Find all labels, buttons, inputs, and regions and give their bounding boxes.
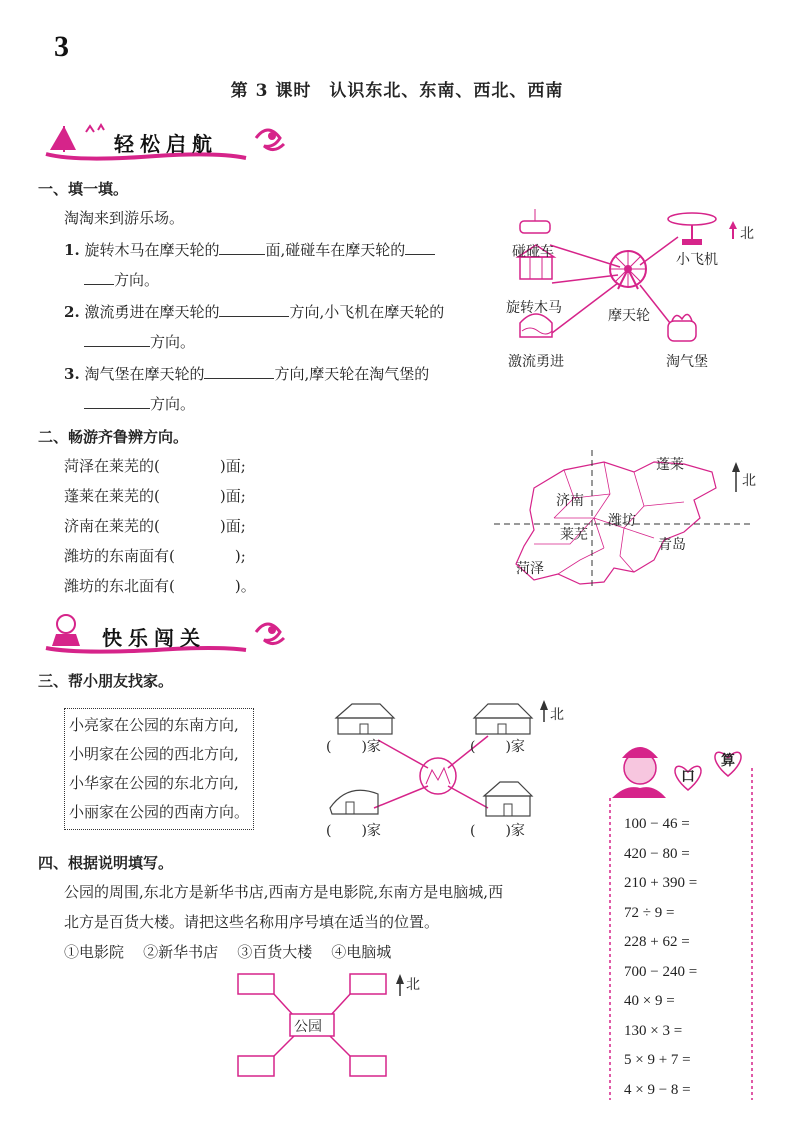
paren-open: ( — [470, 823, 476, 839]
section-heading: 一、填一填。 — [38, 180, 129, 198]
banner-happy-challenge — [36, 610, 296, 654]
house-icon — [484, 782, 532, 816]
fill-row — [64, 516, 246, 536]
airplane-label: 小飞机 — [676, 252, 718, 268]
question-1-line-1: 1. 旋转木马在摩天轮的 面,碰碰车在摩天轮的 — [64, 240, 435, 260]
question-2-line-2 — [84, 332, 195, 352]
question-text: 方向。 — [150, 333, 196, 351]
north-label: 北 — [550, 707, 564, 723]
calc-item: 420 − 80 = — [624, 845, 690, 862]
bumper-car-label: 碰碰车 — [512, 244, 554, 260]
log-flume-label: 激流勇进 — [508, 354, 564, 370]
paren-close: )家 — [361, 739, 381, 755]
clue-line: 小丽家在公园的西南方向。 — [69, 803, 250, 821]
clues-box — [64, 708, 254, 830]
panel-title-b: 算 — [721, 753, 735, 769]
north-label: 北 — [406, 977, 420, 993]
question-text: 激流勇进在摩天轮的 — [84, 303, 220, 321]
row-text: )面; — [219, 457, 246, 475]
row-text: )。 — [234, 577, 256, 595]
question-1-line-2 — [84, 270, 159, 290]
answer-blank[interactable] — [84, 394, 150, 409]
option-item: ②新华书店 — [143, 943, 219, 961]
log-flume-icon — [520, 314, 552, 337]
shandong-map — [494, 448, 774, 588]
clue-line: 小亮家在公园的东南方向, — [69, 716, 239, 734]
fill-row — [64, 546, 246, 566]
paren-close: )家 — [505, 739, 525, 755]
lesson-title: 第 3 课时 认识东北、东南、西北、西南 — [230, 81, 564, 101]
question-text: 方向。 — [150, 395, 196, 413]
row-text: 蓬莱在莱芜的( — [64, 487, 160, 505]
row-text: )面; — [219, 517, 246, 535]
direction-lines — [232, 970, 432, 1080]
north-arrow-icon — [729, 221, 737, 239]
option-item: ③百货大楼 — [237, 943, 313, 961]
answer-box[interactable] — [238, 1056, 274, 1076]
ferris-wheel-icon — [610, 251, 646, 289]
banner-relaxed-start — [36, 118, 296, 162]
answer-blank[interactable] — [219, 240, 265, 255]
description-line: 公园的周围,东北方是新华书店,西南方是电影院,东南方是电脑城,西 — [64, 883, 504, 901]
fill-row — [64, 576, 256, 596]
question-number: 2 — [64, 303, 75, 321]
description-line: 北方是百货大楼。请把这些名称用序号填在适当的位置。 — [64, 913, 440, 931]
bumper-car-icon — [520, 209, 550, 233]
girl-cartoon-icon — [612, 747, 666, 798]
calc-item: 210 + 390 = — [624, 875, 698, 891]
north-label: 北 — [742, 473, 756, 489]
section-heading: 二、畅游齐鲁辨方向。 — [38, 428, 189, 446]
north-label: 北 — [740, 226, 754, 242]
fill-row — [64, 456, 246, 476]
paren-open: ( — [326, 823, 332, 839]
mental-math-panel — [606, 728, 756, 1102]
calc-item: 72 ÷ 9 = — [624, 904, 675, 921]
question-text: 方向。 — [114, 271, 160, 289]
calc-item: 100 − 46 = — [624, 816, 690, 832]
house-answer[interactable] — [470, 736, 525, 756]
city-penglai: 蓬莱 — [656, 457, 684, 473]
banner-title: 轻松启航 — [114, 132, 218, 156]
calc-item: 228 + 62 = — [624, 934, 690, 950]
house-icon — [330, 790, 378, 814]
section-heading: 三、帮小朋友找家。 — [38, 672, 174, 690]
options-line — [64, 942, 391, 962]
option-item: ④电脑城 — [331, 943, 392, 961]
city-jinan: 济南 — [556, 493, 584, 509]
north-arrow-icon — [396, 974, 404, 996]
ferris-wheel-label: 摩天轮 — [608, 308, 650, 324]
calc-item: 130 × 3 = — [624, 1022, 683, 1039]
page-number: 3 — [54, 30, 69, 63]
intro-text: 淘淘来到游乐场。 — [64, 209, 185, 227]
city-weifang: 潍坊 — [608, 513, 636, 529]
panel-title-a: 口 — [681, 769, 695, 785]
answer-box[interactable] — [350, 1056, 386, 1076]
amusement-park-diagram — [500, 205, 770, 375]
answer-blank[interactable] — [219, 302, 289, 317]
answer-blank[interactable] — [84, 270, 114, 285]
park-icon — [420, 758, 456, 794]
city-qingdao: 青岛 — [658, 537, 686, 553]
clue-line: 小华家在公园的东北方向, — [69, 774, 239, 792]
paren-open: ( — [326, 739, 332, 755]
question-text: 方向,摩天轮在淘气堡的 — [274, 365, 430, 383]
calc-item: 5 × 9 + 7 = — [624, 1052, 691, 1068]
park-lines — [500, 205, 770, 375]
paren-open: ( — [470, 739, 476, 755]
row-text: )面; — [219, 487, 246, 505]
section-heading: 四、根据说明填写。 — [38, 854, 174, 872]
question-text: 淘气堡在摩天轮的 — [84, 365, 205, 383]
answer-blank[interactable] — [204, 364, 274, 379]
question-text: 旋转木马在摩天轮的 — [84, 241, 220, 259]
question-number: 1 — [64, 241, 75, 259]
north-arrow-icon — [540, 700, 548, 722]
answer-box[interactable] — [350, 974, 386, 994]
calc-item: 4 × 9 − 8 = — [624, 1081, 691, 1098]
house-answer[interactable] — [326, 820, 381, 840]
house-answer[interactable] — [470, 820, 525, 840]
row-text: 潍坊的东南面有( — [64, 547, 175, 565]
house-icon — [474, 704, 532, 734]
calc-item: 700 − 240 = — [624, 963, 698, 980]
airplane-ride-icon — [668, 213, 716, 245]
answer-box[interactable] — [238, 974, 274, 994]
question-text: 方向,小飞机在摩天轮的 — [289, 303, 445, 321]
city-heze: 菏泽 — [516, 561, 544, 577]
question-3-line-1: 3. 淘气堡在摩天轮的 方向,摩天轮在淘气堡的 — [64, 365, 430, 383]
carousel-label: 旋转木马 — [506, 300, 562, 316]
city-laiwu: 莱芜 — [560, 527, 588, 543]
question-text: 面,碰碰车在摩天轮的 — [265, 241, 406, 259]
answer-blank[interactable] — [84, 332, 150, 347]
fill-row — [64, 486, 246, 506]
row-text: ); — [234, 547, 246, 565]
play-castle-label: 淘气堡 — [666, 354, 708, 370]
question-3-line-2 — [84, 394, 195, 414]
answer-blank[interactable] — [405, 240, 435, 255]
direction-diagram — [232, 970, 432, 1080]
option-item: ①电影院 — [64, 943, 125, 961]
row-text: 潍坊的东北面有( — [64, 577, 175, 595]
paren-close: )家 — [361, 823, 381, 839]
house-answer[interactable] — [326, 736, 381, 756]
paren-close: )家 — [505, 823, 525, 839]
row-text: 菏泽在莱芜的( — [64, 457, 160, 475]
play-castle-icon — [668, 314, 696, 341]
house-icon — [336, 704, 394, 734]
houses-diagram — [318, 696, 598, 846]
row-text: 济南在莱芜的( — [64, 517, 160, 535]
north-arrow-icon — [732, 462, 740, 492]
clue-line: 小明家在公园的西北方向, — [69, 745, 239, 763]
park-center-label: 公园 — [294, 1019, 322, 1035]
calc-item: 40 × 9 = — [624, 993, 675, 1009]
question-number: 3 — [64, 365, 75, 383]
question-2-line-1: 2. 激流勇进在摩天轮的 方向,小飞机在摩天轮的 — [64, 303, 445, 321]
calc-list — [624, 816, 697, 1111]
banner-title: 快乐闯关 — [102, 626, 206, 650]
